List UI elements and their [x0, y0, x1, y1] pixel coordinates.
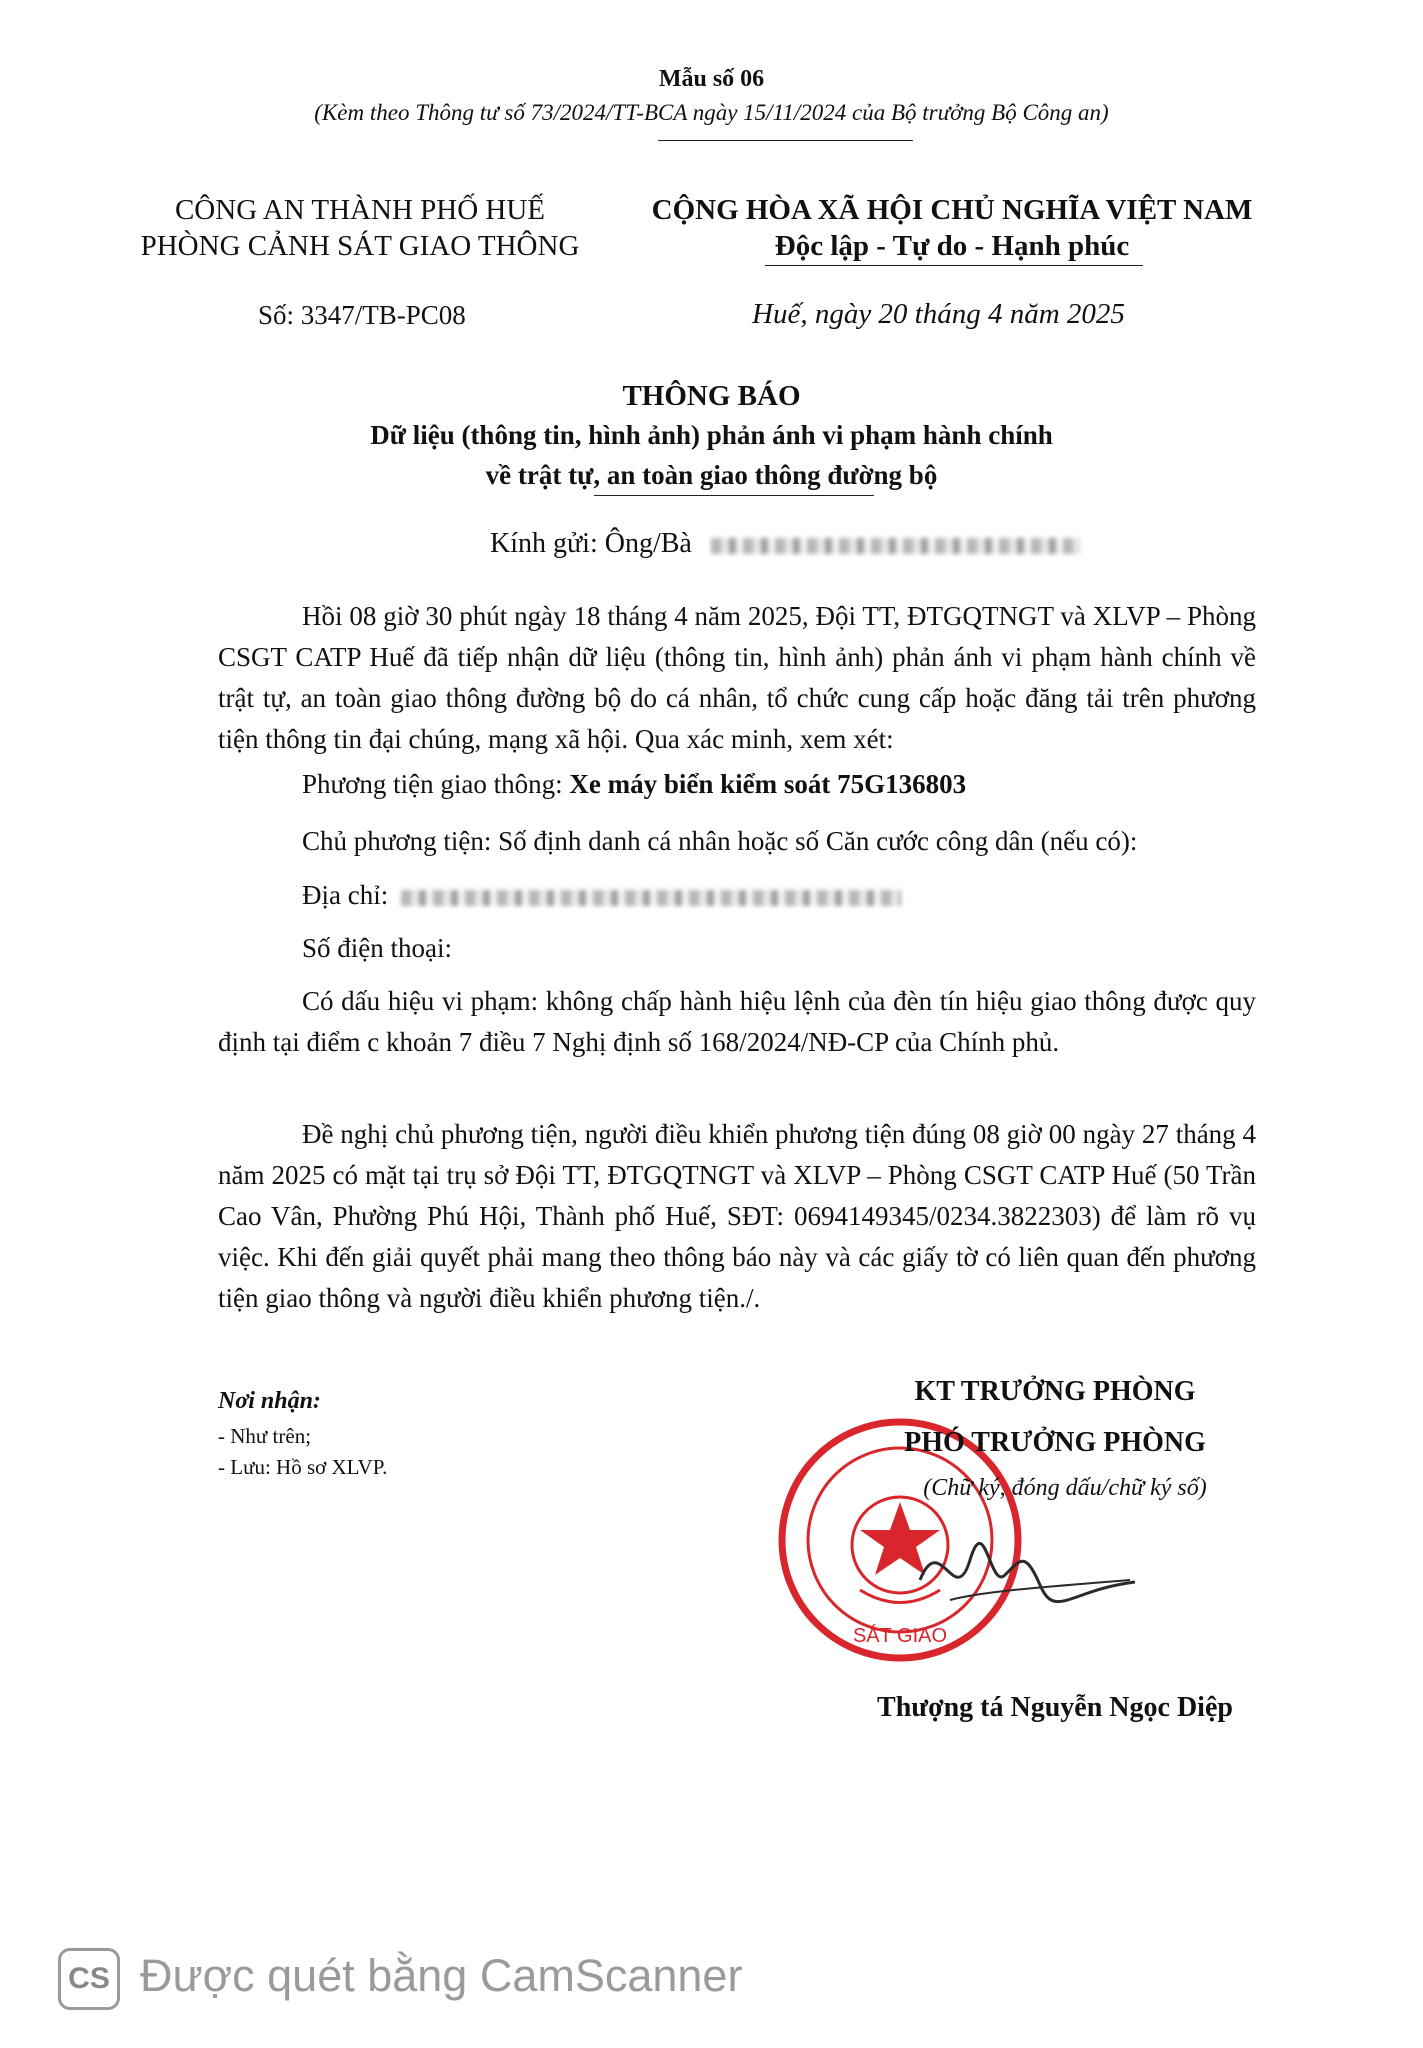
issuing-agency	[140, 192, 580, 264]
national-heading	[632, 192, 1272, 264]
signature-title-2: PHÓ TRƯỞNG PHÒNG	[904, 1427, 1206, 1458]
form-number: Mẫu số 06	[658, 66, 765, 92]
motto-underline	[765, 265, 1143, 266]
request-paragraph: Đề nghị chủ phương tiện, người điều khiển phương tiện đúng 08 giờ 00 ngày 27 tháng 4 năm 2025 có mặt tại trụ sở Đội TT, ĐTGQTNGT và XLVP – Phòng CSGT CATP Huế (50 Trần Cao Vân, Phường Phú Hội, Thành phố Huế, SĐT: 0694149345/0234.3822303) để làm rõ vụ việc. Khi đến giải quyết phải mang theo thông báo này và các giấy tờ có liên quan đến phương tiện giao thông và người điều khiển phương tiện./.	[218, 1119, 1256, 1313]
recipient-item: - Lưu: Hồ sơ XLVP.	[218, 1455, 388, 1479]
camscanner-logo-icon: CS	[58, 1948, 120, 2010]
vehicle-line	[302, 769, 966, 800]
nation-line1: CỘNG HÒA XÃ HỘI CHỦ NGHĨA VIỆT NAM	[651, 194, 1253, 226]
address-label: Địa chỉ:	[302, 880, 395, 910]
document-subtitle-1: Dữ liệu (thông tin, hình ảnh) phản ánh vi phạm hành chính	[370, 420, 1053, 450]
redacted-address	[401, 890, 901, 906]
place-date: Huế, ngày 20 tháng 4 năm 2025	[752, 298, 1125, 330]
form-reference-underline	[658, 140, 913, 141]
recipient-item: - Như trên;	[218, 1424, 312, 1448]
seal-text: SÁT GIAO	[852, 1625, 948, 1647]
signature-note: (Chữ ký, đóng dấu/chữ ký số)	[923, 1475, 1207, 1501]
phone-line: Số điện thoại:	[302, 933, 452, 963]
address-line	[302, 880, 901, 911]
recipients-title: Nơi nhận:	[218, 1388, 321, 1414]
intro-paragraph: Hồi 08 giờ 30 phút ngày 18 tháng 4 năm 2025, Đội TT, ĐTGQTNGT và XLVP – Phòng CSGT CATP Huế đã tiếp nhận dữ liệu (thông tin, hình ảnh) phản ánh vi phạm hành chính về trật tự, an toàn giao thông đường bộ do cá nhân, tổ chức cung cấp hoặc đăng tải trên phương tiện thông tin đại chúng, mạng xã hội. Qua xác minh, xem xét:	[218, 601, 1256, 754]
violation-paragraph: Có dấu hiệu vi phạm: không chấp hành hiệu lệnh của đèn tín hiệu giao thông được quy định tại điểm c khoản 7 điều 7 Nghị định số 168/2024/NĐ-CP của Chính phủ.	[218, 986, 1256, 1057]
owner-line: Chủ phương tiện: Số định danh cá nhân hoặc số Căn cước công dân (nếu có):	[302, 826, 1138, 856]
recipient-label: Kính gửi: Ông/Bà	[490, 528, 692, 559]
handwritten-signature	[910, 1520, 1140, 1630]
agency-line1: CÔNG AN THÀNH PHỐ HUẾ	[174, 194, 546, 226]
agency-line2: PHÒNG CẢNH SÁT GIAO THÔNG	[140, 230, 580, 262]
camscanner-watermark: Được quét bằng CamScanner	[140, 1950, 743, 2001]
signer-name: Thượng tá Nguyễn Ngọc Diệp	[877, 1692, 1233, 1723]
vehicle-value: Xe máy biển kiểm soát 75G136803	[569, 769, 967, 799]
subtitle-underline	[594, 495, 874, 496]
document-title: THÔNG BÁO	[622, 380, 801, 412]
motto: Độc lập - Tự do - Hạnh phúc	[774, 230, 1130, 262]
document-number: Số: 3347/TB-PC08	[258, 300, 466, 330]
redacted-name	[711, 538, 1081, 554]
signature-title-1: KT TRƯỞNG PHÒNG	[914, 1376, 1196, 1407]
vehicle-label: Phương tiện giao thông:	[302, 769, 570, 799]
form-reference: (Kèm theo Thông tư số 73/2024/TT-BCA ngày 15/11/2024 của Bộ trưởng Bộ Công an)	[314, 100, 1109, 125]
recipient-line	[490, 528, 1081, 560]
document-subtitle-2: về trật tự, an toàn giao thông đường bộ	[485, 460, 938, 490]
